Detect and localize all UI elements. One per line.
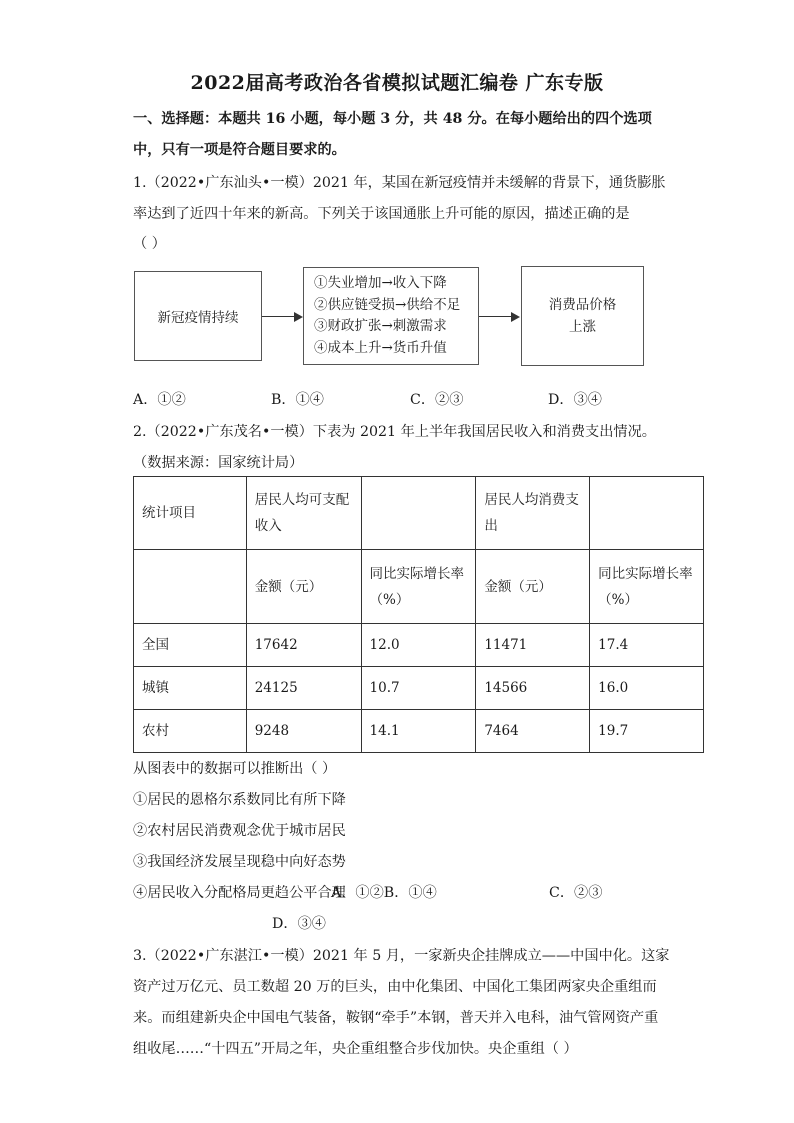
q3-line-2: 资产过万亿元、员工数超 20 万的巨头，由中化集团、中国化工集团两家央企重组而	[133, 979, 657, 995]
row-name: 农村	[134, 710, 247, 753]
row-name: 城镇	[134, 667, 247, 710]
row-name: 全国	[134, 624, 247, 667]
arrow-right-icon	[262, 316, 294, 317]
subheader-income-growth: 同比实际增长率 （%）	[361, 550, 476, 624]
diagram-right-box-line-2: 上涨	[569, 319, 596, 335]
row-spend-growth: 19.7	[590, 710, 704, 753]
table-row	[134, 667, 704, 710]
page-title: 2022届高考政治各省模拟试题汇编卷 广东专版	[190, 72, 604, 94]
q1-option-b[interactable]: B．①④	[271, 392, 324, 408]
row-spend: 7464	[476, 710, 590, 753]
arrow-right-icon	[479, 316, 511, 317]
row-income: 24125	[246, 667, 361, 710]
header-empty	[590, 477, 704, 550]
diagram-right-box-line-1: 消费品价格	[548, 297, 617, 313]
header-income: 居民人均可支配 收入	[246, 477, 361, 550]
table-subheader-row	[134, 550, 704, 624]
subheader-spend-amount: 金额（元）	[476, 550, 590, 624]
row-income-growth: 12.0	[361, 624, 476, 667]
table-row	[134, 624, 704, 667]
q1-line-2: 率达到了近四十年来的新高。下列关于该国通胀上升可能的原因，描述正确的是	[133, 206, 630, 222]
q3-line-3: 来。而组建新央企中国电气装备，鞍钢“牵手”本钢，普天并入电科，油气管网资产重	[133, 1010, 659, 1026]
row-income: 17642	[246, 624, 361, 667]
row-spend: 11471	[476, 624, 590, 667]
q1-option-c[interactable]: C．②③	[410, 392, 464, 408]
table-header-row	[134, 477, 704, 550]
row-income: 9248	[246, 710, 361, 753]
header-item: 统计项目	[134, 477, 247, 550]
row-spend: 14566	[476, 667, 590, 710]
q2-options-ab[interactable]: A．①②B．①④	[331, 885, 437, 901]
diagram-left-box-text: 新冠疫情持续	[157, 310, 239, 326]
section-header-line-2: 中，只有一项是符合题目要求的。	[133, 142, 346, 158]
q2-statement-1: ①居民的恩格尔系数同比有所下降	[133, 792, 346, 808]
q2-option-d[interactable]: D．③④	[272, 916, 326, 932]
row-spend-growth: 16.0	[590, 667, 704, 710]
subheader-spend-growth: 同比实际增长率 （%）	[590, 550, 704, 624]
diagram-middle-box	[303, 267, 479, 365]
header-spend: 居民人均消费支 出	[476, 477, 590, 550]
section-header-line-1: 一、选择题：本题共 16 小题，每小题 3 分，共 48 分。在每小题给出的四个选项	[133, 111, 652, 127]
q1-option-d[interactable]: D．③④	[548, 392, 602, 408]
diagram-item-3: ③财政扩张→刺激需求	[314, 318, 447, 334]
q2-source: （数据来源：国家统计局）	[133, 455, 304, 471]
q2-statement-4: ④居民收入分配格局更趋公平合理	[133, 885, 346, 901]
diagram-left-box	[134, 271, 262, 361]
diagram-item-2: ②供应链受损→供给不足	[314, 296, 461, 313]
q2-statement-3: ③我国经济发展呈现稳中向好态势	[133, 854, 346, 870]
diagram-item-4: ④成本上升→货币升值	[314, 339, 447, 356]
table-row	[134, 710, 704, 753]
q1-line-3: （ ）	[133, 236, 166, 252]
header-empty	[361, 477, 476, 550]
q2-statement-2: ②农村居民消费观念优于城市居民	[133, 823, 346, 839]
diagram-item-1: ①失业增加→收入下降	[314, 275, 447, 291]
q3-line-1: 3.（2022•广东湛江•一模）2021 年 5 月，一家新央企挂牌成立——中国中化。这家	[133, 948, 670, 964]
q2-option-c[interactable]: C．②③	[549, 885, 603, 901]
q2-line-1: 2.（2022•广东茂名•一模）下表为 2021 年上半年我国居民收入和消费支出情况。	[133, 424, 656, 440]
q1-line-1: 1.（2022•广东汕头•一模）2021 年，某国在新冠疫情并未缓解的背景下，通货膨胀	[133, 175, 666, 191]
subheader-income-amount: 金额（元）	[246, 550, 361, 624]
q3-line-4: 组收尾……“十四五”开局之年，央企重组整合步伐加快。央企重组（ ）	[133, 1041, 578, 1057]
q2-prompt: 从图表中的数据可以推断出（ ）	[133, 761, 337, 777]
row-spend-growth: 17.4	[590, 624, 704, 667]
subheader-empty	[134, 550, 247, 624]
row-income-growth: 10.7	[361, 667, 476, 710]
q1-option-a[interactable]: A．①②	[133, 392, 186, 408]
row-income-growth: 14.1	[361, 710, 476, 753]
q2-data-table	[133, 476, 704, 753]
arrowhead-icon	[511, 312, 520, 322]
diagram-right-box	[521, 266, 644, 366]
arrowhead-icon	[294, 312, 303, 322]
